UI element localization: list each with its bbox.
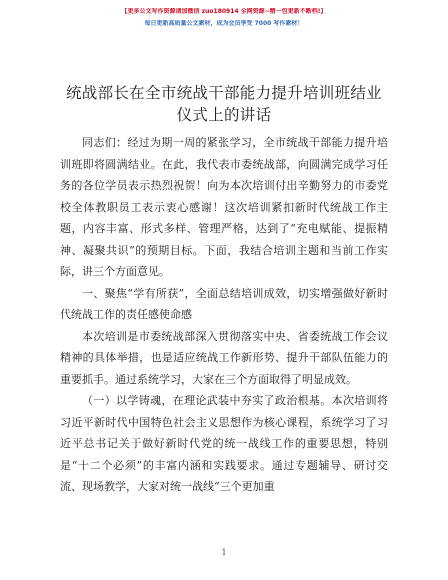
- document-title-line-1: 统战部长在全市统战干部能力提升培训班结业: [65, 84, 382, 102]
- section-heading-1: 一、聚焦“学有所获”，全面总结培训成效，切实增强做好新时代统战工作的责任感使命感: [60, 286, 388, 321]
- document-body: [60, 132, 388, 498]
- page-number: 1: [221, 548, 227, 557]
- paragraph-greeting: 同志们：经过为期一周的紧张学习，全市统战干部能力提升培训班即将圆满结业。在此，我代表市委统战部，向圆满完成学习任务的各位学员表示热烈祝贺！向为本次培训付出辛勤努力的市委党校全体教职员工表示衷心感谢！这次培训紧扣新时代统战工作主题，内容丰富、形式多样、管理严格，达到了“充电赋能、提振精神、凝聚共识”的预期目标。下面，我结合培训主题和当前工作实际，讲三个方面意见。: [60, 136, 388, 278]
- document-title-line-2: 仪式上的讲话: [176, 106, 272, 124]
- paragraph-subsection-1: （一）以学铸魂，在理论武装中夯实了政治根基。本次培训将习近平新时代中国特色社会主义思想作为核心课程，系统学习了习近平总书记关于做好新时代党的统一战线工作的重要思想，特别是“十二个必须”的丰富内涵和实践要求。通过专题辅导、研讨交流、现场教学，大家对统一战线“三个更加重: [60, 394, 388, 493]
- paragraph-training-overview: 本次培训是市委统战部深入贯彻落实中央、省委统战工作会议精神的具体举措，也是适应统战工作新形势、提升干部队伍能力的重要抓手。通过系统学习，大家在三个方面取得了明显成效。: [60, 329, 388, 386]
- document-title: [50, 82, 398, 126]
- promo-banner-line-1: 【更多公文写作资源请加微信 zuo180914 全网资源~精一包更新不断档!】: [121, 8, 327, 15]
- promo-banner-line-2: 每日更新高质量公文素材，成为会员享受 7000 写作素材！: [144, 20, 304, 27]
